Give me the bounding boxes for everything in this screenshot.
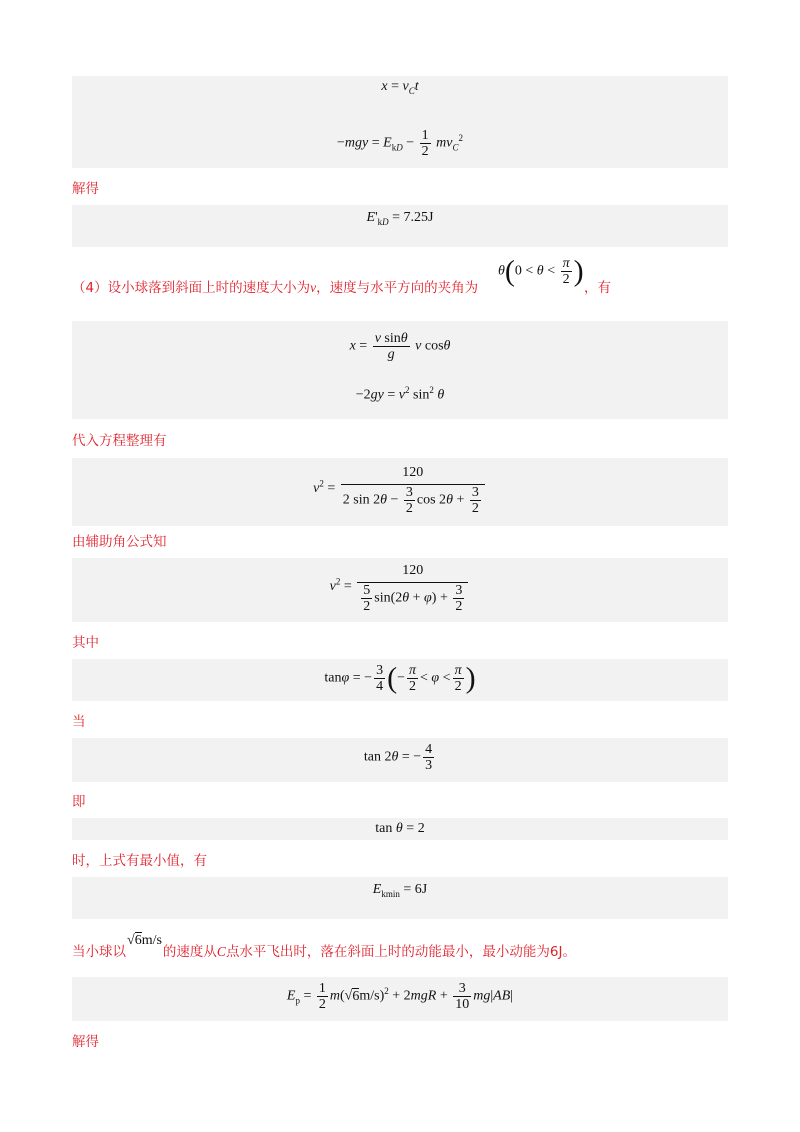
speed-value: √6m/s	[127, 933, 162, 948]
equation-energy-kd: $-mgy = E_{kD}$ − $\frac{1}{2}$ $mv_C^2$	[337, 128, 463, 159]
equation-box-8	[72, 818, 728, 840]
equation-box-6	[72, 659, 728, 701]
conclusion-text: 当小球以√6m/s的速度从C点水平飞出时，落在斜面上时的动能最小，最小动能为6J。	[72, 933, 577, 960]
equation-ekd-value: $E'_{kD} = 7.25J$	[366, 210, 434, 227]
step4-end: ，有	[584, 280, 611, 296]
equation-v2-expanded: $v^2$ = 120 2 sin 2θ − $\frac{3}{2}$ cos 2θ + $\frac{3}{2}$	[72, 462, 728, 516]
label-auxiliary-angle: 由辅助角公式知	[72, 534, 167, 550]
equation-theta-range: θ(0 < θ < $\frac{\pi}{2}$ )	[498, 254, 584, 288]
label-jiede-2: 解得	[72, 1034, 99, 1050]
label-min-value: 时，上式有最小值，有	[72, 853, 207, 869]
equation-box-3	[72, 321, 728, 419]
label-when: 当	[72, 714, 86, 730]
equation-ep: $E_p$ = $\frac{1}{2}$ $m(√6m/s)^2 + 2mgR$ + $\frac{3}{10}$ mg|AB|	[286, 981, 514, 1012]
equation-box-4	[72, 458, 728, 526]
equation-box-5	[72, 558, 728, 622]
equation-box-2	[72, 205, 728, 247]
label-jiede-1: 解得	[72, 181, 99, 197]
equation-box-10	[72, 977, 728, 1021]
equation-y-projectile: $-2gy = v^2$ $\sin^2 \theta$	[355, 385, 445, 403]
equation-ekmin: $E_{kmin} = 6J$	[372, 882, 428, 899]
equation-x-vct: $x = v_Ct$	[381, 79, 419, 96]
label-thatis: 即	[72, 794, 86, 810]
equation-box-1	[72, 76, 728, 168]
equation-box-7	[72, 738, 728, 782]
equation-x-projectile: x = $\frac{\text{v sinθ}}{g}$ v cosθ	[349, 331, 451, 362]
label-substitute: 代入方程整理有	[72, 433, 167, 449]
step4-text: （4）设小球落到斜面上时的速度大小为v，速度与水平方向的夹角为	[72, 280, 479, 296]
equation-box-9	[72, 877, 728, 919]
label-where: 其中	[72, 635, 99, 651]
equation-tan-phi: tanφ = − $\frac{3}{4}$ (− $\frac{\pi}{2}$ < φ < $\frac{\pi}{2}$ )	[324, 661, 476, 695]
equation-tan-theta: tan θ = 2	[375, 821, 425, 836]
equation-tan-2theta: tan 2θ = − $\frac{4}{3}$	[363, 742, 433, 773]
equation-v2-combined: $v^2$ = 120 $\frac{5}{2}$ sin(2θ + φ) + $\frac{3}{2}$	[72, 560, 728, 614]
